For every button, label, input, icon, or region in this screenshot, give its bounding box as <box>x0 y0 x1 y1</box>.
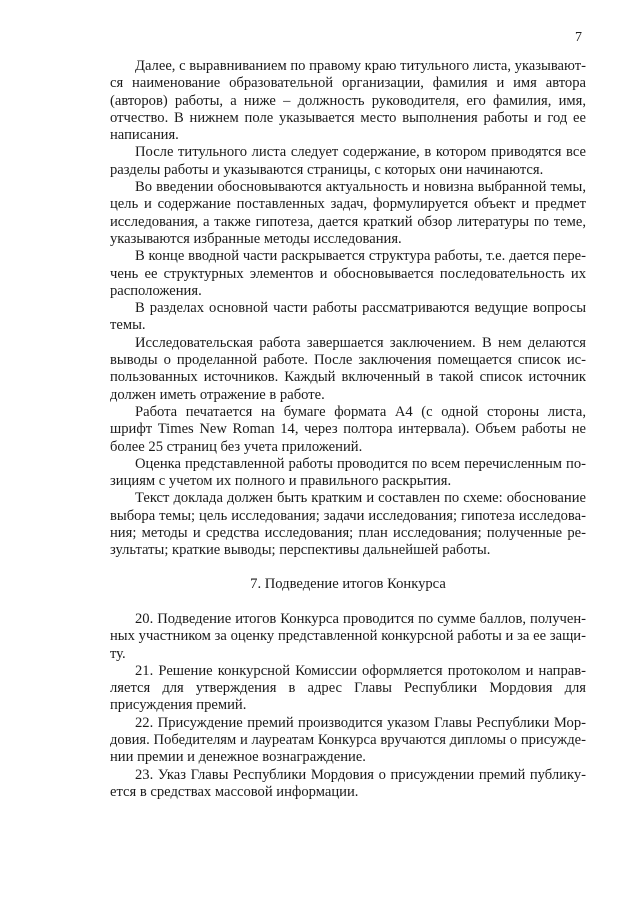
paragraph-structure: В конце вводной части раскрывается структура работы, т.е. дается перечень ее структурных элементов и обосновывается последовательность их расположения. <box>110 248 586 299</box>
page-number: 7 <box>575 30 582 45</box>
paragraph-item-20: 20. Подведение итогов Конкурса проводится по сумме баллов, полученных участником за оценку представленной конкурсной работы и за ее защиту. <box>110 610 586 662</box>
paragraph-evaluation: Оценка представленной работы проводится по всем перечисленным позициям с учетом их полного и правильного раскрытия. <box>110 455 586 490</box>
paragraph-item-21: 21. Решение конкурсной Комиссии оформляется протоколом и направляется для утверждения в адрес Главы Республики Мордовия для присуждения премий. <box>110 662 586 714</box>
paragraph-conclusion: Исследовательская работа завершается заключением. В нем делаются выводы о проделанной работе. После заключения помещается список использованных источников. Каждый включенный в такой список источник должен иметь отражение в работе. <box>110 334 586 403</box>
paragraph-report-text: Текст доклада должен быть кратким и составлен по схеме: обоснование выбора темы; цель исследования; задачи исследования; гипотеза исследования; методы и средства исследования; план исследования; полученные результаты; краткие выводы; перспективы дальнейшей работы. <box>110 490 586 559</box>
paragraph-main-part: В разделах основной части работы рассматриваются ведущие вопросы темы. <box>110 300 586 334</box>
paragraph-item-22: 22. Присуждение премий производится указом Главы Республики Мордовия. Победителям и лауреатам Конкурса вручаются дипломы о присуждении премии и денежное вознаграждение. <box>110 714 586 766</box>
paragraph-title-page-right: Далее, с выравниванием по правому краю титульного листа, указываются наименование образовательной организации, фамилия и имя автора (авторов) работы, а ниже – должность руководителя, его фамилия, имя, отчество. В нижнем поле указывается место выполнения работы и год ее написания. <box>110 58 586 144</box>
paragraph-formatting: Работа печатается на бумаге формата А4 (с одной стороны листа, шрифт Times New Roman 14, через полтора интервала). Объем работы не более 25 страниц без учета приложений. <box>110 403 586 455</box>
body-text <box>110 58 586 801</box>
paragraph-introduction: Во введении обосновываются актуальность и новизна выбранной темы, цель и содержание поставленных задач, формулируется объект и предмет исследования, а также гипотеза, дается краткий обзор литературы по теме, указываются избранные методы исследования. <box>110 179 586 247</box>
paragraph-contents: После титульного листа следует содержание, в котором приводятся все разделы работы и указываются страницы, с которых они начинаются. <box>110 144 586 178</box>
paragraph-item-23: 23. Указ Главы Республики Мордовия о присуждении премий публикуется в средствах массовой информации. <box>110 766 586 800</box>
section-heading: 7. Подведение итогов Конкурса <box>250 575 446 592</box>
